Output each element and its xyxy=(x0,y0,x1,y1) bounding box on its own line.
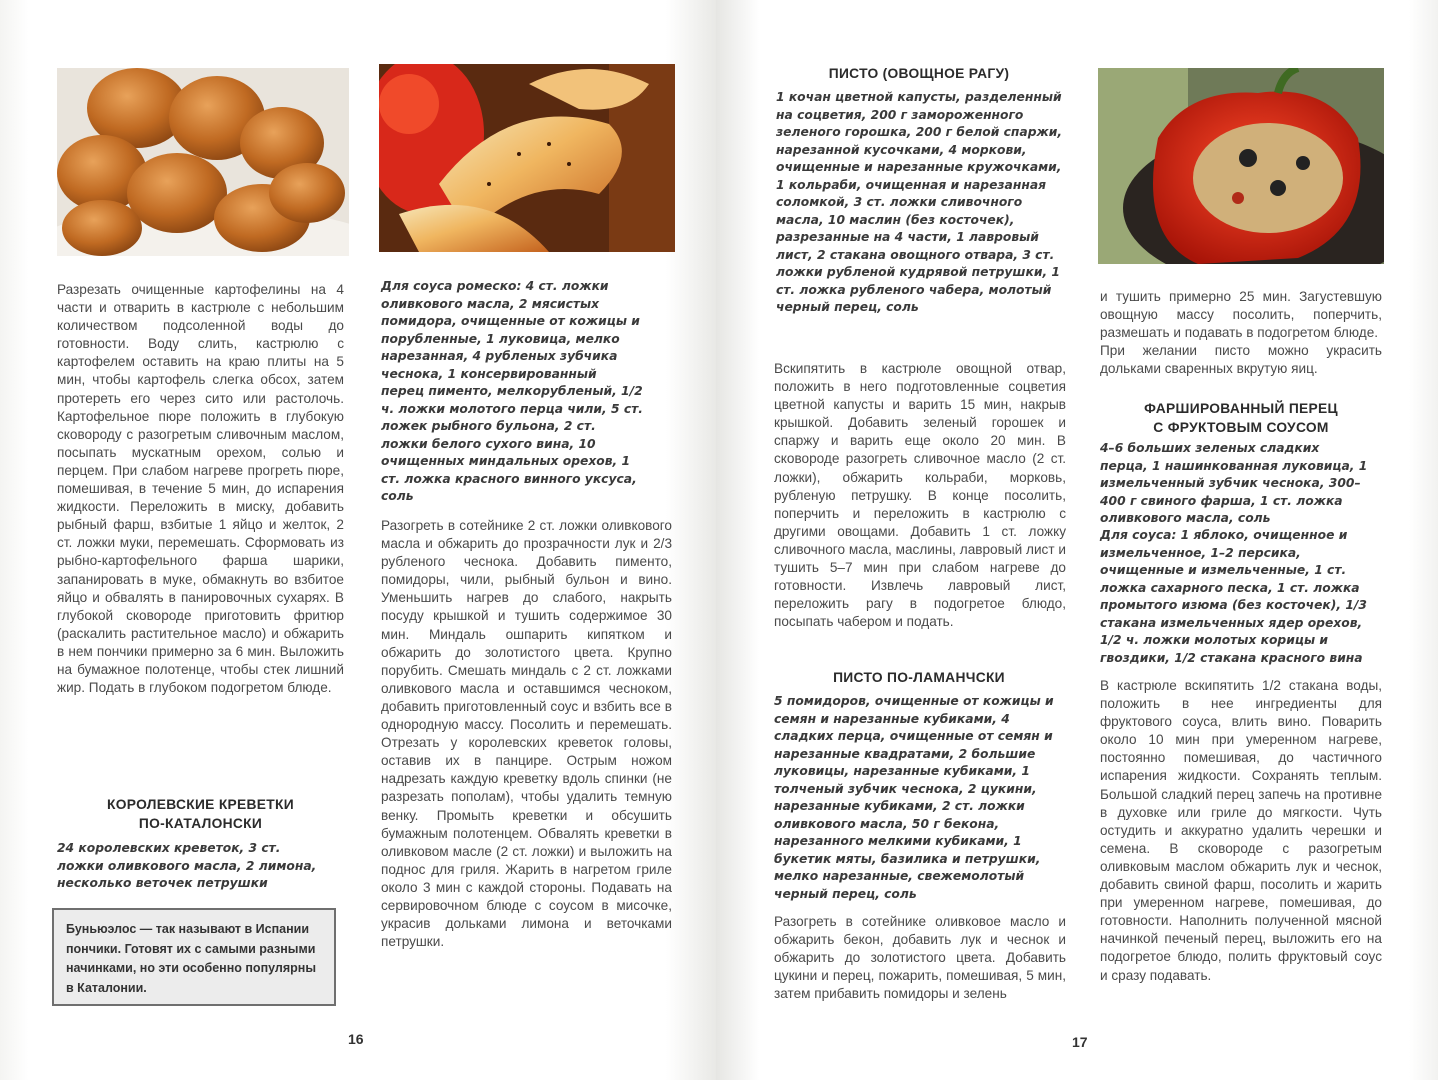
right-column-2 xyxy=(1100,288,1382,378)
recipe-prawns-heading-line1: КОРОЛЕВСКИЕ КРЕВЕТКИ xyxy=(107,797,294,812)
potato-croquettes-photo xyxy=(57,68,349,256)
recipe-stuffed-pepper-heading-line2: С ФРУКТОВЫМ СОУСОМ xyxy=(1153,420,1329,435)
recipe-prawns-heading-line2: ПО-КАТАЛОНСКИ xyxy=(138,816,263,831)
pisto-continuation-text: и тушить примерно 25 мин. Загустевшую овощную массу посолить, поперчить, размешать и подавать в подогретом блюде. xyxy=(1100,289,1382,341)
stuffed-pepper-ingredients: 4–6 больших зеленых сладких перца, 1 нашинкованная луковица, 1 измельченный зубчик чеснока, 300–400 г свиного фарша, 1 ст. ложка оливкового масла, соль xyxy=(1100,441,1368,525)
recipe-stuffed-pepper-heading xyxy=(1100,399,1382,437)
stuffed-pepper-photo xyxy=(1098,68,1384,264)
page-number-right: 17 xyxy=(1072,1034,1088,1050)
pisto-method-text: Вскипятить в кастрюле овощной отвар, положить в него подготовленные соцветия цветной капусты и варить 15 мин, накрыв крышкой. Добавить зеленый горошек и спаржу и варить еще около 20 мин. В сковороде разогреть сливочное масло (2 ст. ложки), обжарить кольраби, морковь, рубленую петрушку. В конце посолить, поперчить и переложить в кастрюлю с другими овощами. Добавить 1 ст. ложку сливочного масла, маслины, лавровый лист и тушить 5–7 мин при слабом нагреве до готовности. Извлечь лавровый лист, переложить рагу в подогретое блюдо, посыпать чабером и подать. xyxy=(774,361,1066,630)
croquettes-method-text: Разрезать очищенные картофелины на 4 части и отварить в кастрюле с небольшим количеством подсоленной воды до готовности. Воду слить, кастрюлю с картофелем оставить на краю плиты на 5 мин, чтобы картофель слегка обсох, затем протереть его через сито или растолочь. Картофельное пюре положить в глубокую сковороду с разогретым сливочным маслом, посыпать мускатным орехом, солью и перцем. При слабом нагреве прогреть пюре, помешивая, в течение 5 мин, до испарения жидкости. Переложить в миску, добавить рыбный фарш, взбитые 1 яйцо и желток, 2 ст. ложки муки, перемешать. Сформовать из рыбно-картофельного фарша шарики, запанировать в муке, обмакнуть во взбитое яйцо и обвалять в панировочных сухарях. В глубокой сковороде приготовить фритюр (раскалить растительное масло) и обжарить в нем пончики примерно за 6 мин. Выложить на бумажное полотенце, чтобы стек лишний жир. Подать в глубоком подогретом блюде. xyxy=(57,282,344,696)
pisto-manchego-method xyxy=(774,913,1066,1003)
prawns-ingredients: 24 королевских креветок, 3 ст. ложки оливкового масла, 2 лимона, несколько веточек петрушки xyxy=(57,841,317,890)
left-page xyxy=(0,0,716,1080)
pisto-ingredients: 1 кочан цветной капусты, разделенный на соцветия, 200 г замороженного зеленого горошка, 200 г белой спаржи, нарезанной кусочками, 4 моркови, очищенные и нарезанные кружочками, 1 кольраби, очищенная и нарезанная соломкой, 3 ст. ложки сливочного масла, 10 маслин (без косточек), разрезанные на 4 части, 1 лавровый лист, 2 стакана овощного отвара, 3 ст. ложки рубленой кудрявой петрушки, 1 ст. ложка рубленого чабера, молотый черный перец, соль xyxy=(776,90,1063,314)
pisto-manchego-ingredients: 5 помидоров, очищенные от кожицы и семян и нарезанные кубиками, 4 сладких перца, очищенные от семян и нарезанные квадратами, 2 большие луковицы, нарезанные кубиками, 1 толченый зубчик чеснока, 2 цукини, нарезанные кубиками, 2 ст. ложки оливкового масла, 50 г бекона, нарезанного мелкими кубиками, 1 букетик мяты, базилика и петрушки, мелко нарезанные, свежемолотый черный перец, соль xyxy=(774,694,1054,901)
pisto-serving-text: При желании писто можно украсить дольками сваренных вкрутую яиц. xyxy=(1100,343,1382,377)
left-column-2 xyxy=(381,517,672,951)
stuffed-pepper-method xyxy=(1100,677,1382,985)
page-number-left: 16 xyxy=(348,1031,364,1047)
recipe-prawns-heading xyxy=(57,795,344,833)
note-text: Буньюэлос — так называют в Испании пончики. Готовят их с самыми разными начинками, но эти особенно популярны в Каталонии. xyxy=(66,922,316,995)
fruit-sauce-ingredients: Для соуса: 1 яблоко, очищенное и измельченное, 1–2 персика, очищенные и измельченные, 1 ст. ложка сахарного песка, 1 ст. ложка промытого изюма (без косточек), 1/3 стакана измельченных ядер орехов, 1/2 ч. ложки молотых корицы и гвоздики, 1/2 стакана красного вина xyxy=(1100,528,1367,665)
recipe-pisto-heading: ПИСТО (ОВОЩНОЕ РАГУ) xyxy=(828,66,1010,81)
pisto-manchego-method-text: Разогреть в сотейнике оливковое масло и обжарить бекон, добавить лук и чеснок и обжарить до золотистого цвета. Добавить цукини и перец, пожарить, помешивая, 5 мин, затем прибавить помидоры и зелень xyxy=(774,914,1066,1002)
pisto-method xyxy=(774,360,1066,631)
stuffed-pepper-method-text: В кастрюле вскипятить 1/2 стакана воды, положить в нее ингредиенты для фруктового соуса, влить вино. Поварить около 10 мин при умеренном нагреве, постоянно помешивая, до частичного испарения жидкости. Сохранять теплым. Большой сладкий перец запечь на противне в духовке или гриле до мягкости. Чуть остудить и аккуратно удалить черешки и семена. В сковороде с разогретым оливковым маслом обжарить лук и чеснок, добавить свиной фарш, посолить и жарить при умеренном нагреве, помешивая, до готовности. Наполнить полученной мясной начинкой печеный перец, выложить его на подогретое блюдо, полить фруктовый соус и сразу подавать. xyxy=(1100,678,1382,983)
right-page xyxy=(716,0,1438,1080)
recipe-stuffed-pepper-heading-line1: ФАРШИРОВАННЫЙ ПЕРЕЦ xyxy=(1144,401,1338,416)
romesco-sauce-ingredients: Для соуса ромеско: 4 ст. ложки оливкового масла, 2 мясистых помидора, очищенные от кожицы и порубленные, 1 луковица, мелко нарезанная, 4 рубленых зубчика чеснока, 1 консервированный перец пименто, мелкорубленый, 1/2 ч. ложки молотого перца чили, 5 ст. ложек рыбного бульона, 2 ст. ложки белого сухого вина, 10 очищенных миндальных орехов, 1 ст. ложка красного винного уксуса, соль xyxy=(381,279,643,503)
left-column-1 xyxy=(57,281,344,697)
prawns-photo xyxy=(379,64,675,252)
prawns-method-text: Разогреть в сотейнике 2 ст. ложки оливкового масла и обжарить до прозрачности лук и 2/3 рубленого чеснока. Добавить пименто, помидоры, чили, рыбный бульон и вино. Уменьшить нагрев до слабого, накрыть посуду крышкой и тушить содержимое 30 мин. Миндаль ошпарить кипятком и обжарить до золотистого цвета. Крупно порубить. Смешать миндаль с 2 ст. ложками оливкового масла и оставшимся чесноком, добавить приготовленный соус и взбить все в однородную массу. Посолить и перемешать. Отрезать у королевских креветок головы, оставив их в панцире. Острым ножом надрезать каждую креветку вдоль спинки (не разрезать пополам), чтобы удалить темную венку. Промыть креветки и обсушить бумажным полотенцем. Обвалять креветки в оливковом масле (2 ст. ложки) и выложить на поднос для гриля. Жарить в нагретом гриле около 3 мин с каждой стороны. Подавать на сервировочном блюде с соусом в мисочке, украсив дольками лимона и веточками петрушки. xyxy=(381,518,672,950)
recipe-pisto-manchego-heading: ПИСТО ПО-ЛАМАНЧСКИ xyxy=(833,670,1005,685)
note-box xyxy=(52,908,336,1006)
